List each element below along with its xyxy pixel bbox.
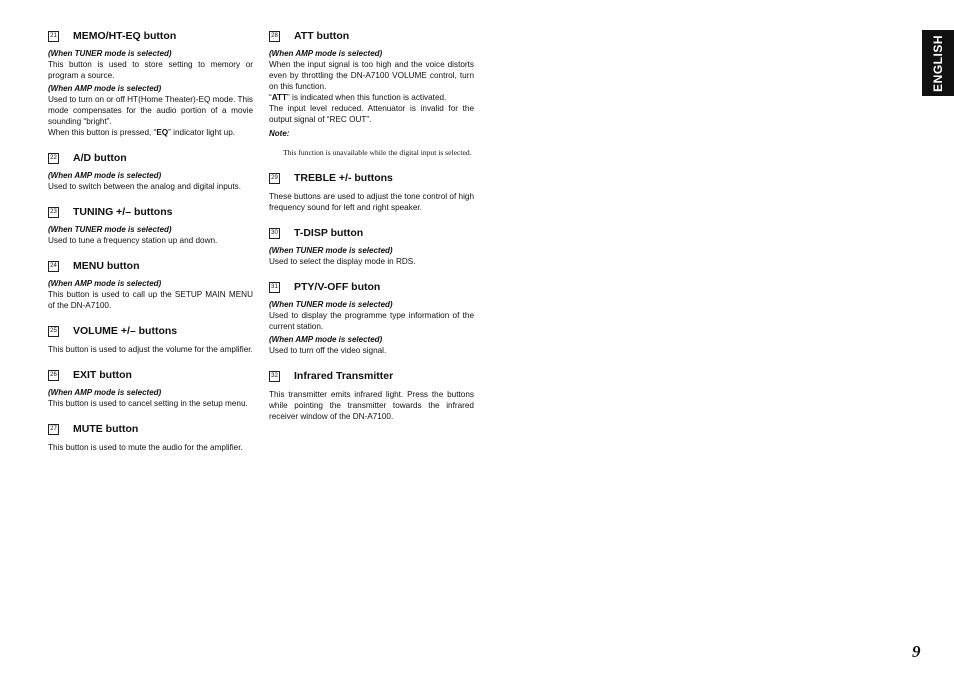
section-title: TREBLE +/- buttons: [294, 172, 393, 185]
page-number: 9: [912, 642, 921, 661]
item-number: 28: [269, 31, 280, 42]
body-text: This button is used to adjust the volume for the amplifier.: [48, 345, 253, 354]
mode-label: (When AMP mode is selected): [48, 84, 162, 93]
right-column: [269, 30, 474, 436]
body-text: When the input signal is too high and the voice distorts even by throttling the DN-A7100 VOLUME control, turn on this function.: [269, 60, 474, 91]
body-text: This button is used to mute the audio for the amplifier.: [48, 443, 243, 452]
body-text: When this button is pressed, “EQ” indicator light up.: [48, 128, 236, 137]
mode-label: (When TUNER mode is selected): [48, 49, 172, 58]
language-tab-label: ENGLISH: [931, 34, 945, 92]
section-volume: [48, 325, 253, 355]
section-heading: [48, 369, 253, 381]
section-heading: [48, 325, 253, 337]
section-heading: [48, 423, 253, 435]
item-number: 30: [269, 228, 280, 239]
section-memo-ht-eq: [48, 30, 253, 138]
body-text: This button is used to cancel setting in the setup menu.: [48, 399, 248, 408]
att-indicator-text: ATT: [271, 93, 288, 102]
section-title: Infrared Transmitter: [294, 370, 394, 383]
body-text: The input level reduced. Attenuator is invalid for the output signal of “REC OUT”.: [269, 104, 474, 124]
mode-label: (When TUNER mode is selected): [48, 225, 172, 234]
language-tab: [922, 30, 954, 96]
item-number: 31: [269, 282, 280, 293]
section-heading: [269, 30, 474, 42]
section-mute: [48, 423, 253, 453]
section-title: ATT button: [294, 30, 350, 42]
body-text: Used to tune a frequency station up and down.: [48, 236, 218, 245]
mode-label: (When AMP mode is selected): [269, 49, 383, 58]
body-text: This button is used to call up the SETUP MAIN MENU of the DN-A7100.: [48, 290, 253, 310]
section-exit: [48, 369, 253, 409]
section-heading: [269, 370, 474, 382]
section-title: MEMO/HT-EQ button: [73, 30, 177, 42]
item-number: 21: [48, 31, 59, 42]
mode-label: (When AMP mode is selected): [48, 388, 162, 397]
section-ad: [48, 152, 253, 192]
section-title: PTY/V-OFF buton: [294, 281, 381, 294]
section-heading: [48, 206, 253, 218]
mode-label: (When AMP mode is selected): [269, 335, 383, 345]
section-title: MUTE button: [73, 423, 139, 435]
body-text: Used to turn off the video signal.: [269, 346, 387, 356]
section-pty-v-off: [269, 281, 474, 356]
section-t-disp: [269, 227, 474, 267]
item-number: 25: [48, 326, 59, 337]
body-text: Used to turn on or off HT(Home Theater)-EQ mode. This mode compensates for the audio portion of a movie sounding “bright”.: [48, 95, 253, 126]
body-text: Used to switch between the analog and digital inputs.: [48, 182, 241, 191]
item-number: 22: [48, 153, 59, 164]
section-title: MENU button: [73, 260, 140, 272]
item-number: 27: [48, 424, 59, 435]
mode-label: (When TUNER mode is selected): [269, 300, 393, 310]
section-heading: [269, 172, 474, 184]
section-tuning: [48, 206, 253, 246]
section-heading: [269, 281, 474, 293]
body-text: Used to display the programme type information of the current station.: [269, 311, 474, 332]
section-att: [269, 30, 474, 158]
item-number: 26: [48, 370, 59, 381]
section-title: EXIT button: [73, 369, 132, 381]
note-text: This function is unavailable while the digital input is selected.: [283, 147, 472, 157]
mode-label: (When TUNER mode is selected): [269, 246, 393, 256]
body-text: These buttons are used to adjust the tone control of high frequency sound for left and right speaker.: [269, 192, 474, 213]
section-heading: [48, 152, 253, 164]
item-number: 29: [269, 173, 280, 184]
item-number: 24: [48, 261, 59, 272]
section-title: T-DISP button: [294, 227, 364, 240]
section-title: TUNING +/– buttons: [73, 206, 173, 218]
item-number: 32: [269, 371, 280, 382]
left-column: [48, 30, 253, 467]
body-text: This transmitter emits infrared light. Press the buttons while pointing the transmitter towards the infrared receiver window of the DN-A7100.: [269, 390, 474, 422]
section-heading: [48, 30, 253, 42]
section-infrared-transmitter: [269, 370, 474, 422]
section-heading: [48, 260, 253, 272]
section-heading: [269, 227, 474, 239]
mode-label: (When AMP mode is selected): [48, 171, 162, 180]
mode-label: (When AMP mode is selected): [48, 279, 162, 288]
body-text: This button is used to store setting to memory or program a source.: [48, 60, 253, 80]
section-title: VOLUME +/– buttons: [73, 325, 178, 337]
section-menu: [48, 260, 253, 311]
note-label: Note:: [269, 129, 290, 138]
body-text: Used to select the display mode in RDS.: [269, 257, 416, 267]
section-treble: [269, 172, 474, 213]
item-number: 23: [48, 207, 59, 218]
eq-indicator-text: EQ: [156, 128, 169, 137]
section-title: A/D button: [73, 152, 127, 164]
body-text: “ATT” is indicated when this function is activated.: [269, 93, 447, 102]
